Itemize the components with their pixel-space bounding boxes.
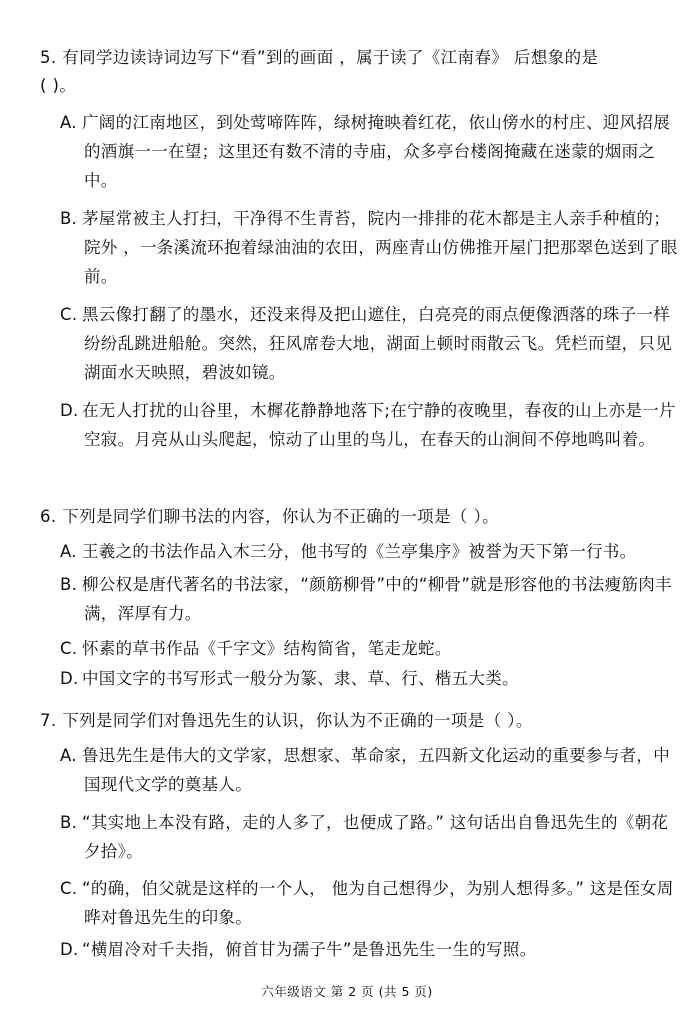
page-footer: 六年级语文 第 2 页 (共 5 页)	[261, 984, 433, 999]
option-label: D.	[60, 669, 79, 688]
question-7-option-d	[60, 935, 678, 964]
question-6-option-a	[60, 537, 678, 566]
question-5-option-a	[60, 108, 678, 195]
option-text: 广阔的江南地区，到处莺啼阵阵，绿树掩映着红花，依山傍水的村庄、迎风招展的酒旗一一在望；这里还有数不清的寺庙，众多亭台楼阁掩藏在迷蒙的烟雨之中。	[82, 113, 670, 190]
option-label: D.	[60, 401, 79, 420]
option-label: B.	[60, 575, 78, 594]
question-number: 7.	[40, 711, 57, 730]
question-7-option-a	[60, 741, 678, 799]
option-text: “其实地上本没有路，走的人多了，也便成了路。” 这句话出自鲁迅先生的《朝花夕拾》。	[82, 813, 669, 861]
option-text: 中国文字的书写形式一般分为篆、隶、草、行、楷五大类。	[82, 669, 519, 688]
question-7-option-b	[60, 808, 678, 866]
option-text: 怀素的草书作品《千字文》结构简省，笔走龙蛇。	[82, 639, 452, 658]
option-text: 王羲之的书法作品入木三分，他书写的《兰亭集序》被誉为天下第一行书。	[82, 542, 637, 561]
question-7-stem	[40, 707, 660, 735]
question-number: 6.	[40, 507, 57, 526]
question-6-option-c	[60, 634, 678, 663]
option-text: 茅屋常被主人打扫，干净得不生青苔，院内一排排的花木都是主人亲手种植的；院外 ，一条溪流环抱着绿油油的农田，两座青山仿佛推开屋门把那翠色送到了眼前。	[82, 209, 678, 286]
question-5-stem	[40, 44, 660, 100]
option-label: A.	[60, 746, 77, 765]
question-5-option-d	[60, 396, 678, 454]
option-text: 柳公权是唐代著名的书法家，“颜筋柳骨”中的“柳骨”就是形容他的书法瘦筋肉丰满，浑厚有力。	[82, 575, 672, 623]
option-label: C.	[60, 879, 78, 898]
question-number: 5.	[40, 48, 57, 67]
question-6-stem	[40, 503, 660, 531]
question-6-option-b	[60, 570, 678, 628]
option-text: “横眉冷对千夫指，俯首甘为孺子牛”是鲁迅先生一生的写照。	[82, 940, 537, 959]
option-text: 黑云像打翻了的墨水，还没来得及把山遮住，白亮亮的雨点便像洒落的珠子一样纷纷乱跳进船舱。突然，狂风席卷大地，湖面上顿时雨散云飞。凭栏而望，只见湖面水天映照，碧波如镜。	[82, 305, 672, 382]
question-5-option-b	[60, 204, 678, 291]
option-label: B.	[60, 813, 78, 832]
option-text: 在无人打扰的山谷里，木樨花静静地落下;在宁静的夜晚里，春夜的山上亦是一片空寂。月亮从山头爬起，惊动了山里的鸟儿，在春天的山涧间不停地鸣叫着。	[82, 401, 676, 449]
option-text: “的确，伯父就是这样的一个人， 他为自己想得少，为别人想得多。” 这是侄女周晔对鲁迅先生的印象。	[82, 879, 674, 927]
question-7-option-c	[60, 874, 678, 932]
option-label: C.	[60, 639, 78, 658]
option-label: A.	[60, 113, 77, 132]
option-label: C.	[60, 305, 78, 324]
answer-blank: ( )。	[40, 76, 77, 95]
question-6-option-d	[60, 664, 678, 693]
option-label: B.	[60, 209, 78, 228]
question-5-option-c	[60, 300, 678, 387]
question-text: 下列是同学们聊书法的内容，你认为不正确的一项是（ ）。	[62, 507, 499, 526]
question-text: 有同学边读诗词边写下“看”到的画面 ，属于读了《江南春》 后想象的是	[62, 48, 599, 67]
option-label: D.	[60, 940, 79, 959]
option-label: A.	[60, 542, 77, 561]
question-text: 下列是同学们对鲁迅先生的认识，你认为不正确的一项是（ ）。	[62, 711, 533, 730]
option-text: 鲁迅先生是伟大的文学家，思想家、革命家，五四新文化运动的重要参与者，中国现代文学的奠基人。	[82, 746, 670, 794]
